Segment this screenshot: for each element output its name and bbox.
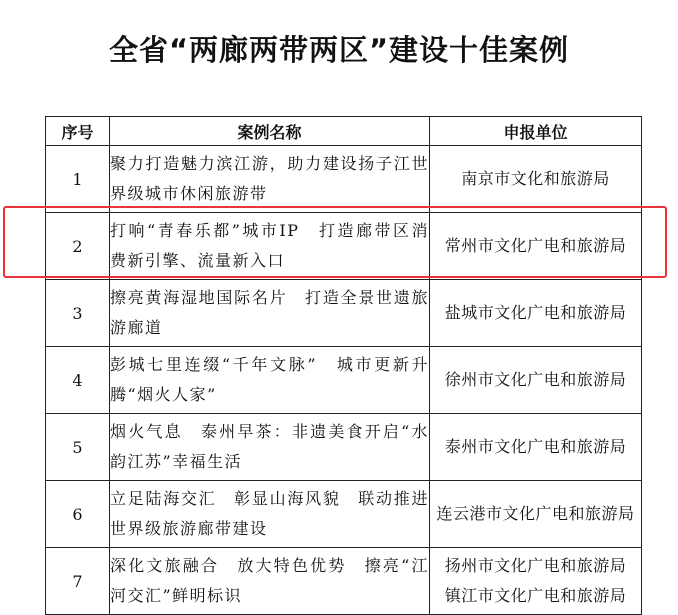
unit-name: 常州市文化广电和旅游局 [444, 236, 627, 255]
case-name: 聚力打造魅力滨江游，助力建设扬子江世界级城市休闲旅游带 [110, 146, 430, 213]
unit-cell [430, 146, 642, 213]
highlight-box [3, 206, 667, 278]
header-number: 序号 [46, 117, 110, 146]
unit-cell [430, 280, 642, 347]
row-number: 4 [46, 347, 110, 414]
case-name: 擦亮黄海湿地国际名片 打造全景世遗旅游廊道 [110, 280, 430, 347]
case-name: 打响“青春乐都”城市IP 打造廊带区消费新引擎、流量新入口 [110, 213, 430, 280]
row-number: 7 [46, 548, 110, 615]
unit-name: 镇江市文化广电和旅游局 [444, 586, 627, 605]
unit-cell [430, 347, 642, 414]
unit-cell [430, 414, 642, 481]
table-row [46, 146, 642, 213]
case-name: 立足陆海交汇 彰显山海风貌 联动推进世界级旅游廊带建设 [110, 481, 430, 548]
row-number: 2 [46, 213, 110, 280]
unit-name: 徐州市文化广电和旅游局 [444, 370, 627, 389]
case-name: 彭城七里连缀“千年文脉” 城市更新升腾“烟火人家” [110, 347, 430, 414]
cases-table [45, 116, 642, 615]
table-row [46, 548, 642, 615]
row-number: 1 [46, 146, 110, 213]
table-row [46, 414, 642, 481]
row-number: 6 [46, 481, 110, 548]
document-title: 全省“两廊两带两区”建设十佳案例 [108, 33, 570, 67]
table-row [46, 347, 642, 414]
case-name: 烟火气息 泰州早茶：非遗美食开启“水韵江苏”幸福生活 [110, 414, 430, 481]
unit-name: 泰州市文化广电和旅游局 [444, 437, 627, 456]
table-row [46, 280, 642, 347]
unit-cell [430, 548, 642, 615]
unit-name: 南京市文化和旅游局 [461, 169, 610, 188]
header-unit: 申报单位 [430, 117, 642, 146]
row-number: 3 [46, 280, 110, 347]
table-header-row [46, 117, 642, 146]
row-number: 5 [46, 414, 110, 481]
case-name: 深化文旅融合 放大特色优势 擦亮“江河交汇”鲜明标识 [110, 548, 430, 615]
table-row [46, 481, 642, 548]
unit-cell [430, 481, 642, 548]
unit-name: 盐城市文化广电和旅游局 [444, 303, 627, 322]
unit-name: 连云港市文化广电和旅游局 [436, 504, 635, 523]
header-case-name: 案例名称 [110, 117, 430, 146]
unit-name: 扬州市文化广电和旅游局 [444, 556, 627, 575]
